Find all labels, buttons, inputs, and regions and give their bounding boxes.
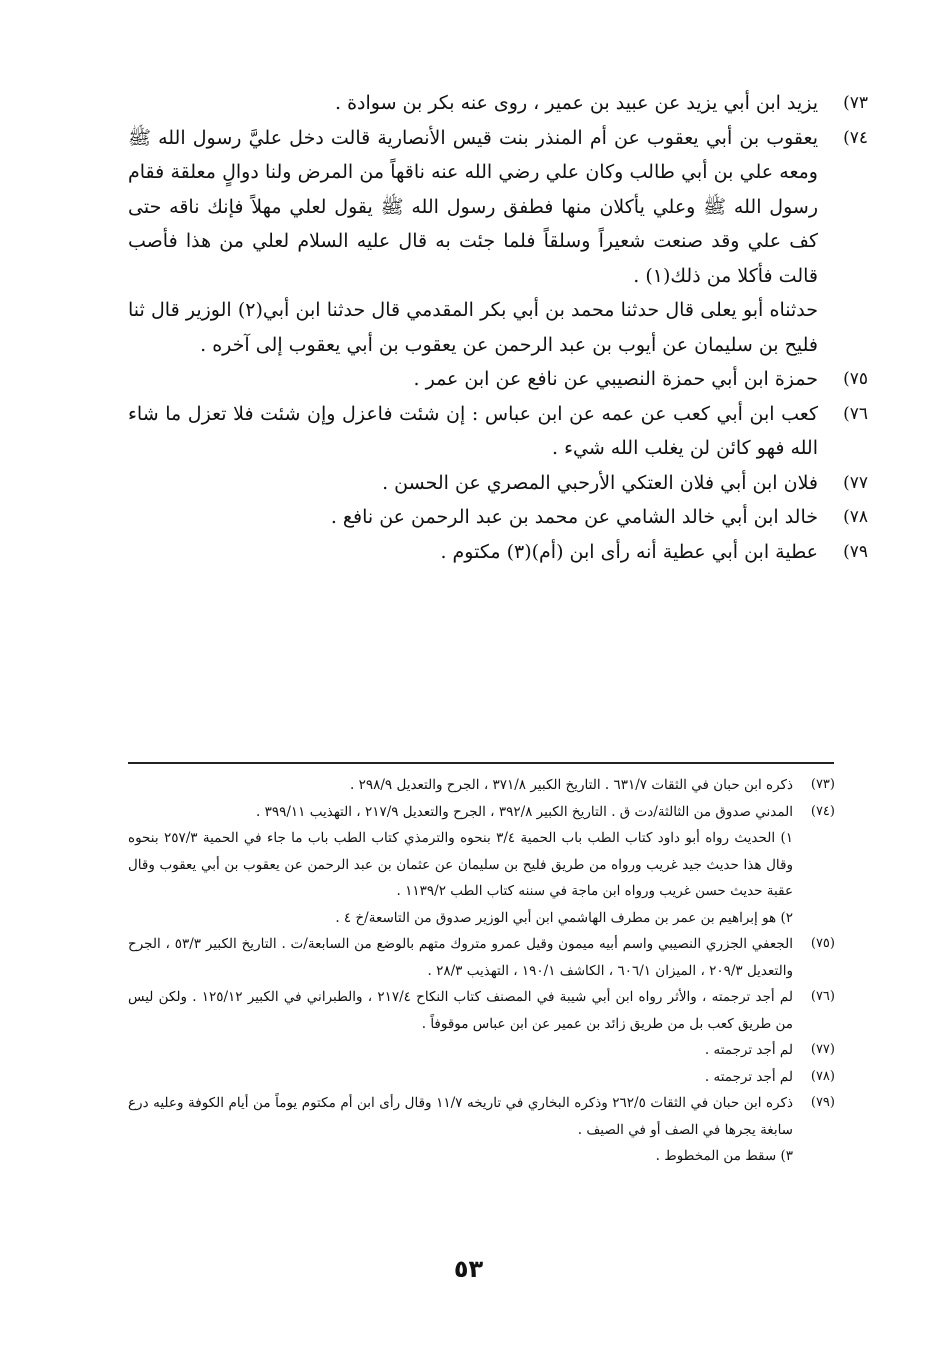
entry-76 [128, 397, 868, 466]
entry-number: ٧٣) [843, 93, 868, 113]
entry-75 [128, 362, 868, 397]
footnote-75 [128, 931, 835, 984]
entry-text: يزيد ابن أبي يزيد عن عبيد بن عمير ، روى عنه بكر بن سوادة . [334, 92, 818, 114]
entry-number: ٧٤) [843, 127, 868, 148]
footnote-79 [128, 1090, 835, 1143]
entry-78 [128, 500, 868, 535]
footnote-number: (٧٧) [810, 1042, 835, 1057]
footnotes [128, 772, 835, 1170]
footnote-divider [128, 762, 834, 764]
entry-73 [128, 86, 868, 121]
entry-text: فلان ابن أبي فلان العتكي الأرحبي المصري عن الحسن . [382, 471, 818, 494]
footnote-number: (٧٥) [810, 936, 835, 951]
entry-number: ٧٩) [843, 541, 868, 562]
footnote-text: الجعفي الجزري النصيبي واسم أبيه ميمون وقيل عمرو متروك متهم بالوضع من السابعة/ت . التاريخ الكبير ٥٣/٣ ، الجرح والتعديل ٢٠٩/٣ ، الميزان ٦٠٦/١ ، الكاشف ١٩٠/١ ، التهذيب ٢٨/٣ . [128, 936, 793, 979]
entry-text: عطية ابن أبي عطية أنه رأى ابن (أم)(٣) مكتوم . [440, 540, 818, 563]
footnote-number: (٧٦) [810, 989, 835, 1004]
entry-number: ٧٥) [843, 369, 868, 389]
footnote-number: (٧٣) [810, 777, 835, 792]
entry-text: كعب ابن أبي كعب عن عمه عن ابن عباس : إن شئت فاعزل وإن شئت فلا تعزل ما شاء الله فهو كائن لن يغلب الله شيء . [128, 402, 818, 459]
footnote-number: (٧٤) [810, 803, 835, 819]
footnote-78 [128, 1064, 835, 1091]
footnote-text: ذكره ابن حبان في الثقات ٢٦٢/٥ وذكره البخاري في تاريخه ١١/٧ وقال رأى ابن أم مكتوم يوماً من أيام الكوفة وعليه درع سابغة يجرها في الصف أو في الصيف . [128, 1095, 793, 1138]
footnote-number: (٧٨) [810, 1068, 835, 1084]
footnote-74-sub-2: ٢) هو إبراهيم بن عمر بن مطرف الهاشمي ابن أبي الوزير صدوق من التاسعة/خ ٤ . [335, 909, 793, 926]
footnote-76 [128, 984, 835, 1037]
page-number: ٥٣ [453, 1255, 484, 1283]
footnote-text: لم أجد ترجمته . [704, 1042, 793, 1058]
entry-number: ٧٦) [843, 403, 868, 424]
footnote-text: ذكره ابن حبان في الثقات ٦٣١/٧ . التاريخ الكبير ٣٧١/٨ ، الجرح والتعديل ٢٩٨/٩ . [350, 777, 793, 793]
entry-number: ٧٧) [843, 472, 868, 493]
footnote-79-sub-3: ٣) سقط من المخطوط . [655, 1148, 793, 1164]
entry-text: حمزة ابن أبي حمزة النصيبي عن نافع عن ابن عمر . [413, 368, 818, 390]
entry-74-chain: حدثناه أبو يعلى قال حدثنا محمد بن أبي بكر المقدمي قال حدثنا ابن أبي(٢) الوزير قال ثنا فليح بن سليمان عن أيوب بن عبد الرحمن عن يعقوب بن أبي يعقوب إلى آخره . [128, 299, 819, 356]
footnote-74 [128, 799, 835, 826]
footnote-73 [128, 772, 835, 799]
entry-77 [128, 466, 868, 501]
footnote-74-sub-1: ١) الحديث رواه أبو داود كتاب الطب باب الحمية ٣/٤ بنحوه والترمذي كتاب الطب باب ما جاء في الحمية ٢٥٧/٣ بنحوه وقال هذا حديث جيد غريب ورواه من طريق فليح بن سليمان عن عثمان بن عبد الرحمن عن يعقوب بن أبي يعقوب وقال عقبة حديث حسن غريب ورواه ابن ماجة في سننه كتاب الطب ١١٣٩/٢ . [128, 830, 793, 899]
footnote-number: (٧٩) [810, 1095, 835, 1110]
footnote-text: لم أجد ترجمته ، والأثر رواه ابن أبي شيبة في المصنف كتاب النكاح ٢١٧/٤ ، والطبراني في الكبير ١٢٥/١٢ . ولكن ليس من طريق كعب بل من طريق زائد بن عمير عن ابن عباس موقوفاً . [128, 989, 793, 1032]
footnote-text: لم أجد ترجمته . [704, 1068, 793, 1085]
entry-text: يعقوب بن أبي يعقوب عن أم المنذر بنت قيس الأنصارية قالت دخل عليَّ رسول الله ﷺ ومعه علي بن أبي طالب وكان علي رضي الله عنه ناقهاً من المرض ولنا دوالٍ معلقة فقام رسول الله ﷺ وعلي يأكلان منها فطفق رسول الله ﷺ يقول لعلي مهلاً فإنك ناقه حتى كف علي وقد صنعت شعيراً وسلقاً فلما جئت به قال عليه السلام لعلي من هذا فأصب قالت فأكلا من ذلك(١) . [128, 126, 818, 287]
entry-text: خالد ابن أبي خالد الشامي عن محمد بن عبد الرحمن عن نافع . [330, 506, 818, 528]
footnote-77 [128, 1037, 835, 1064]
entry-79 [128, 535, 868, 570]
footnote-text: المدني صدوق من الثالثة/دت ق . التاريخ الكبير ٣٩٢/٨ ، الجرح والتعديل ٢١٧/٩ ، التهذيب ٣٩٩/١١ . [256, 803, 793, 820]
entry-74 [128, 121, 868, 294]
main-text [128, 86, 868, 569]
entry-number: ٧٨) [843, 507, 868, 527]
